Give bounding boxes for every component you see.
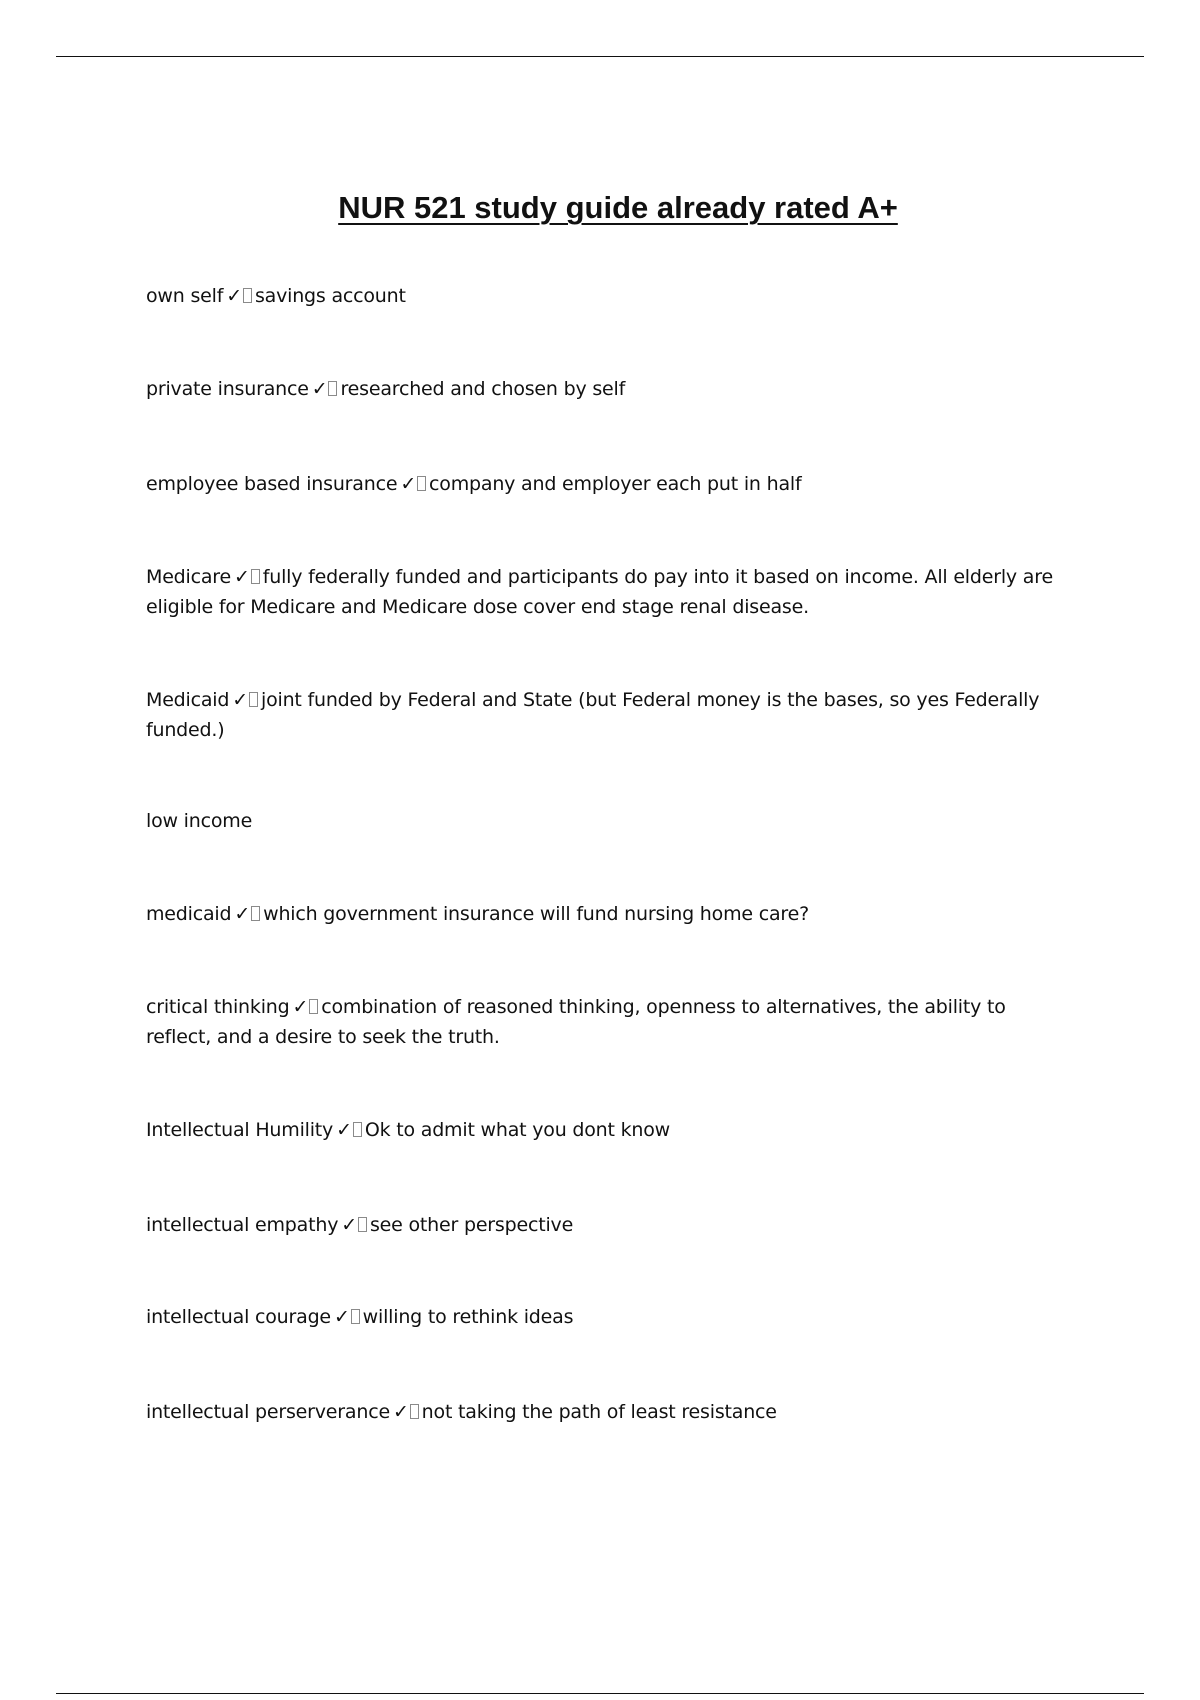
check-mark-icon: ✓: [400, 473, 417, 495]
entry-definition: combination of reasoned thinking, openness to alternatives, the ability to reflect, and a desire to seek the truth.: [146, 996, 1006, 1048]
entry-term: own self: [146, 285, 224, 307]
entry-critical-thinking: [146, 992, 1076, 1052]
missing-glyph-box: [309, 999, 318, 1014]
entry-intellectual-humility: [146, 1115, 1076, 1145]
entry-medicaid: [146, 685, 1076, 745]
missing-glyph-box: [251, 569, 260, 584]
entry-private-insurance: [146, 374, 1076, 404]
check-mark-icon: ✓: [234, 903, 251, 925]
bottom-rule: [56, 1693, 1144, 1694]
entry-term: intellectual courage: [146, 1306, 331, 1328]
document-title: NUR 521 study guide already rated A+: [338, 190, 898, 225]
entry-own-self: [146, 281, 1076, 311]
entry-term: medicaid: [146, 903, 232, 925]
entry-term: low income: [146, 810, 253, 832]
entry-term: Medicaid: [146, 689, 230, 711]
entry-term: intellectual perserverance: [146, 1401, 390, 1423]
entry-medicaid-nursing-home: [146, 899, 1076, 929]
check-mark-icon: ✓: [232, 689, 248, 711]
missing-glyph-box: [243, 288, 252, 303]
entry-employee-based-insurance: [146, 469, 1076, 499]
entry-definition: company and employer each put in half: [429, 473, 802, 495]
check-mark-icon: ✓: [234, 566, 250, 588]
check-mark-icon: ✓: [392, 1401, 409, 1423]
check-mark-icon: ✓: [292, 996, 309, 1018]
entry-definition: researched and chosen by self: [340, 378, 626, 400]
entry-term: Medicare: [146, 566, 231, 588]
missing-glyph-box: [353, 1122, 362, 1137]
entry-definition: fully federally funded and participants do pay into it based on income. All elderly are eligible for Medicare and Medicare dose cover end stage renal disease.: [146, 566, 1053, 618]
entry-term: critical thinking: [146, 996, 290, 1018]
entry-definition: joint funded by Federal and State (but Federal money is the bases, so yes Federally funded.): [146, 689, 1040, 741]
entry-term: intellectual empathy: [146, 1214, 339, 1236]
entry-definition: savings account: [254, 285, 406, 307]
entry-intellectual-courage: [146, 1302, 1076, 1332]
entry-definition: which government insurance will fund nursing home care?: [263, 903, 809, 925]
missing-glyph-box: [410, 1404, 419, 1419]
entry-low-income: [146, 806, 1076, 836]
top-rule: [56, 56, 1144, 57]
entry-medicare: [146, 562, 1076, 622]
missing-glyph-box: [249, 692, 258, 707]
missing-glyph-box: [358, 1217, 367, 1232]
check-mark-icon: ✓: [311, 378, 328, 400]
missing-glyph-box: [417, 476, 426, 491]
check-mark-icon: ✓: [333, 1306, 350, 1328]
missing-glyph-box: [351, 1309, 360, 1324]
entry-definition: see other perspective: [369, 1214, 574, 1236]
missing-glyph-box: [328, 381, 337, 396]
entry-definition: Ok to admit what you dont know: [364, 1119, 671, 1141]
check-mark-icon: ✓: [226, 285, 242, 307]
entry-definition: willing to rethink ideas: [362, 1306, 574, 1328]
check-mark-icon: ✓: [341, 1214, 357, 1236]
check-mark-icon: ✓: [336, 1119, 352, 1141]
entry-term: Intellectual Humility: [146, 1119, 334, 1141]
entry-intellectual-perserverance: [146, 1397, 1076, 1427]
entry-term: employee based insurance: [146, 473, 398, 495]
entry-definition: not taking the path of least resistance: [421, 1401, 777, 1423]
entry-intellectual-empathy: [146, 1210, 1076, 1240]
entry-term: private insurance: [146, 378, 309, 400]
missing-glyph-box: [251, 906, 260, 921]
